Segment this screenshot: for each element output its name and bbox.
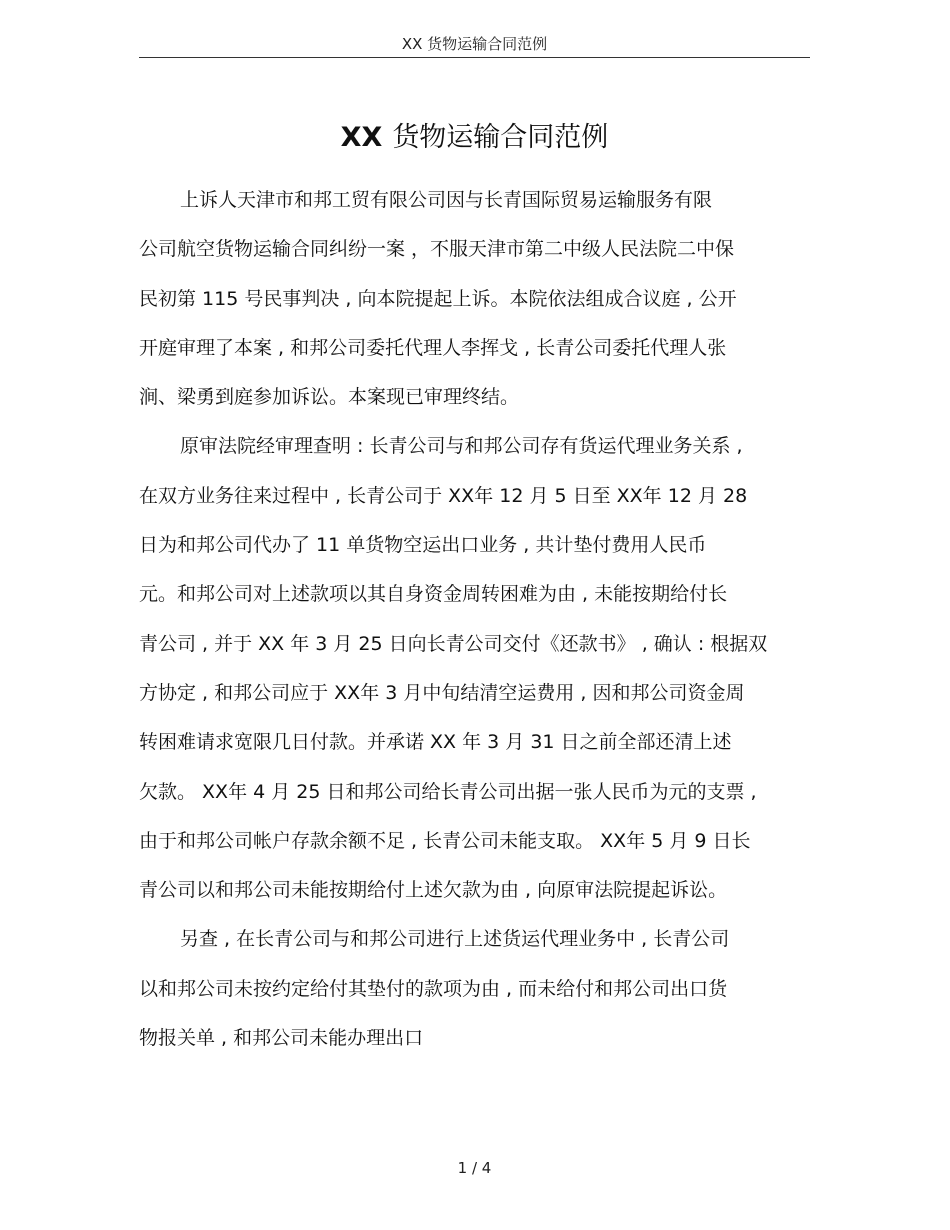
- document-title-text: 货物运输合同范例: [392, 122, 609, 153]
- page-number: 1 / 4: [457, 1159, 492, 1177]
- paragraph-2-line-2: 在双方业务往来过程中 , 长青公司于 XX年 12 月 5 日至 XX年 12 月 28: [139, 484, 748, 507]
- paragraph-2-line-10: 青公司以和邦公司未能按期给付上述欠款为由 , 向原审法院提起诉讼。: [139, 879, 728, 902]
- document-title: [139, 118, 810, 158]
- paragraph-1-line-3: 民初第 115 号民事判决 , 向本院提起上诉。本院依法组成合议庭 , 公开: [139, 287, 737, 310]
- document-title-prefix: XX: [340, 122, 383, 153]
- paragraph-1-line-1: 上诉人天津市和邦工贸有限公司因与长青国际贸易运输服务有限: [180, 189, 713, 211]
- paragraph-2-line-4: 元。和邦公司对上述款项以其自身资金周转困难为由 , 未能按期给付长: [139, 583, 728, 606]
- paragraph-1-line-2: 公司航空货物运输合同纠纷一案 ，不服天津市第二中级人民法院二中保: [139, 238, 735, 261]
- header-rule: [139, 57, 810, 58]
- paragraph-2-line-9: 由于和邦公司帐户存款余额不足 , 长青公司未能支取。 XX年 5 月 9 日长: [139, 829, 751, 852]
- paragraph-2-line-3: 日为和邦公司代办了 11 单货物空运出口业务 , 共计垫付费用人民币: [139, 534, 707, 557]
- paragraph-1-line-5: 涧、梁勇到庭参加诉讼。本案现已审理终结。: [139, 386, 520, 409]
- paragraph-2-line-7: 转困难请求宽限几日付款。并承诺 XX 年 3 月 31 日之前全部还清上述: [139, 731, 732, 754]
- paragraph-3-line-3: 物报关单 , 和邦公司未能办理出口: [139, 1027, 424, 1050]
- paragraph-2-line-1: 原审法院经审理查明 : 长青公司与和邦公司存有货运代理业务关系 ,: [180, 435, 743, 458]
- paragraph-3-line-1: 另查 , 在长青公司与和邦公司进行上述货运代理业务中 , 长青公司: [180, 928, 730, 951]
- paragraph-2-line-8: 欠款。 XX年 4 月 25 日和邦公司给长青公司出据一张人民币为元的支票 ,: [139, 780, 757, 803]
- paragraph-3-line-2: 以和邦公司未按约定给付其垫付的款项为由 , 而未给付和邦公司出口货: [139, 977, 728, 1000]
- document-body: [139, 180, 810, 1067]
- paragraph-2-line-5: 青公司 , 并于 XX 年 3 月 25 日向长青公司交付《还款书》 , 确认 : 根据双: [139, 632, 768, 655]
- paragraph-1-line-4: 开庭审理了本案 , 和邦公司委托代理人李挥戈 , 长青公司委托代理人张: [139, 336, 727, 359]
- running-header: XX 货物运输合同范例: [401, 35, 548, 53]
- paragraph-2-line-6: 方协定 , 和邦公司应于 XX年 3 月中旬结清空运费用 , 因和邦公司资金周: [139, 681, 745, 704]
